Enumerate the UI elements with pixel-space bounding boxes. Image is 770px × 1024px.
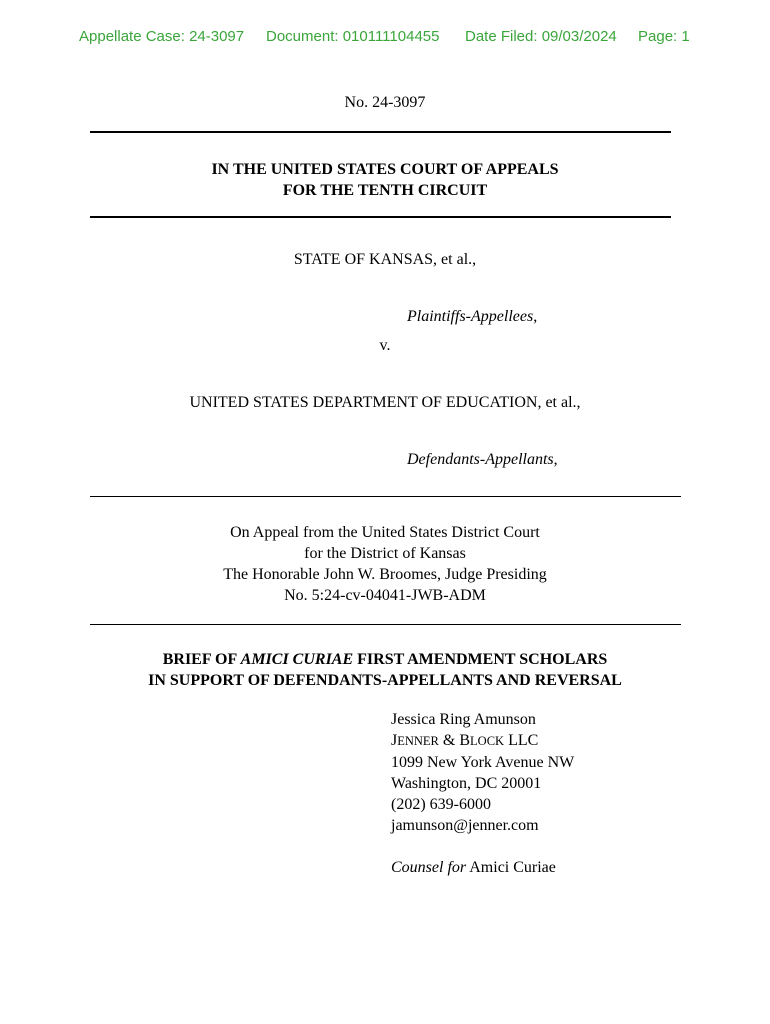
court-line-2: FOR THE TENTH CIRCUIT	[282, 182, 488, 199]
court-line-1: IN THE UNITED STATES COURT OF APPEALS	[211, 161, 559, 178]
brief-title-italic: AMICI CURIAE	[240, 651, 354, 668]
counsel-address-1: 1099 New York Avenue NW	[391, 754, 575, 771]
firm-lock: LOCK	[470, 734, 505, 748]
plaintiff-name: STATE OF KANSAS, et al.,	[293, 251, 477, 268]
appeal-top-rule	[90, 496, 681, 497]
defendant-role-text: Defendants-Appellants	[407, 451, 554, 468]
firm-llc: LLC	[504, 732, 539, 749]
brief-title-line-1	[0, 649, 770, 670]
firm-enner: ENNER	[397, 734, 439, 748]
stamp-page: Page: 1	[638, 28, 690, 45]
counsel-name: Jessica Ring Amunson	[391, 711, 536, 728]
appeal-line-1: On Appeal from the United States District Court	[230, 524, 540, 541]
appeal-bottom-rule	[90, 624, 681, 625]
counsel-block	[391, 709, 574, 878]
court-double-rule	[90, 216, 671, 218]
defendant-name: UNITED STATES DEPARTMENT OF EDUCATION, et al.,	[189, 394, 581, 411]
top-double-rule	[90, 131, 671, 133]
counsel-email[interactable]: jamunson@jenner.com	[391, 817, 539, 834]
brief-title-suffix: FIRST AMENDMENT SCHOLARS	[353, 651, 608, 668]
counsel-for-italic: Counsel for	[391, 859, 467, 876]
firm-initial-b: B	[459, 732, 471, 749]
counsel-firm	[391, 730, 574, 752]
counsel-address-2: Washington, DC 20001	[391, 775, 542, 792]
brief-title-prefix: BRIEF OF	[162, 651, 241, 668]
firm-ampersand: &	[438, 732, 460, 749]
appeal-line-2: for the District of Kansas	[304, 545, 466, 562]
appeal-block	[0, 522, 770, 606]
stamp-case: Appellate Case: 24-3097	[79, 28, 245, 45]
appeal-line-3: The Honorable John W. Broomes, Judge Presiding	[223, 566, 547, 583]
stamp-document: Document: 010111104455	[266, 28, 440, 45]
defendant-role: Defendants-Appellants,	[407, 451, 558, 468]
plaintiff-role-text: Plaintiffs-Appellees	[407, 308, 534, 325]
brief-title-line-2: IN SUPPORT OF DEFENDANTS-APPELLANTS AND REVERSAL	[148, 672, 622, 689]
plaintiff-role: Plaintiffs-Appellees,	[407, 308, 538, 325]
appeal-line-4: No. 5:24-cv-04041-JWB-ADM	[284, 587, 486, 604]
counsel-for	[391, 857, 574, 878]
firm-initial-j: J	[391, 732, 398, 749]
stamp-date-filed: Date Filed: 09/03/2024	[465, 28, 617, 45]
case-number: No. 24-3097	[344, 94, 426, 111]
counsel-phone: (202) 639-6000	[391, 796, 491, 813]
brief-title	[0, 649, 770, 691]
counsel-spacer	[391, 836, 574, 857]
court-heading	[0, 159, 770, 201]
counsel-for-rest: Amici Curiae	[466, 859, 556, 876]
versus: v.	[379, 337, 391, 354]
